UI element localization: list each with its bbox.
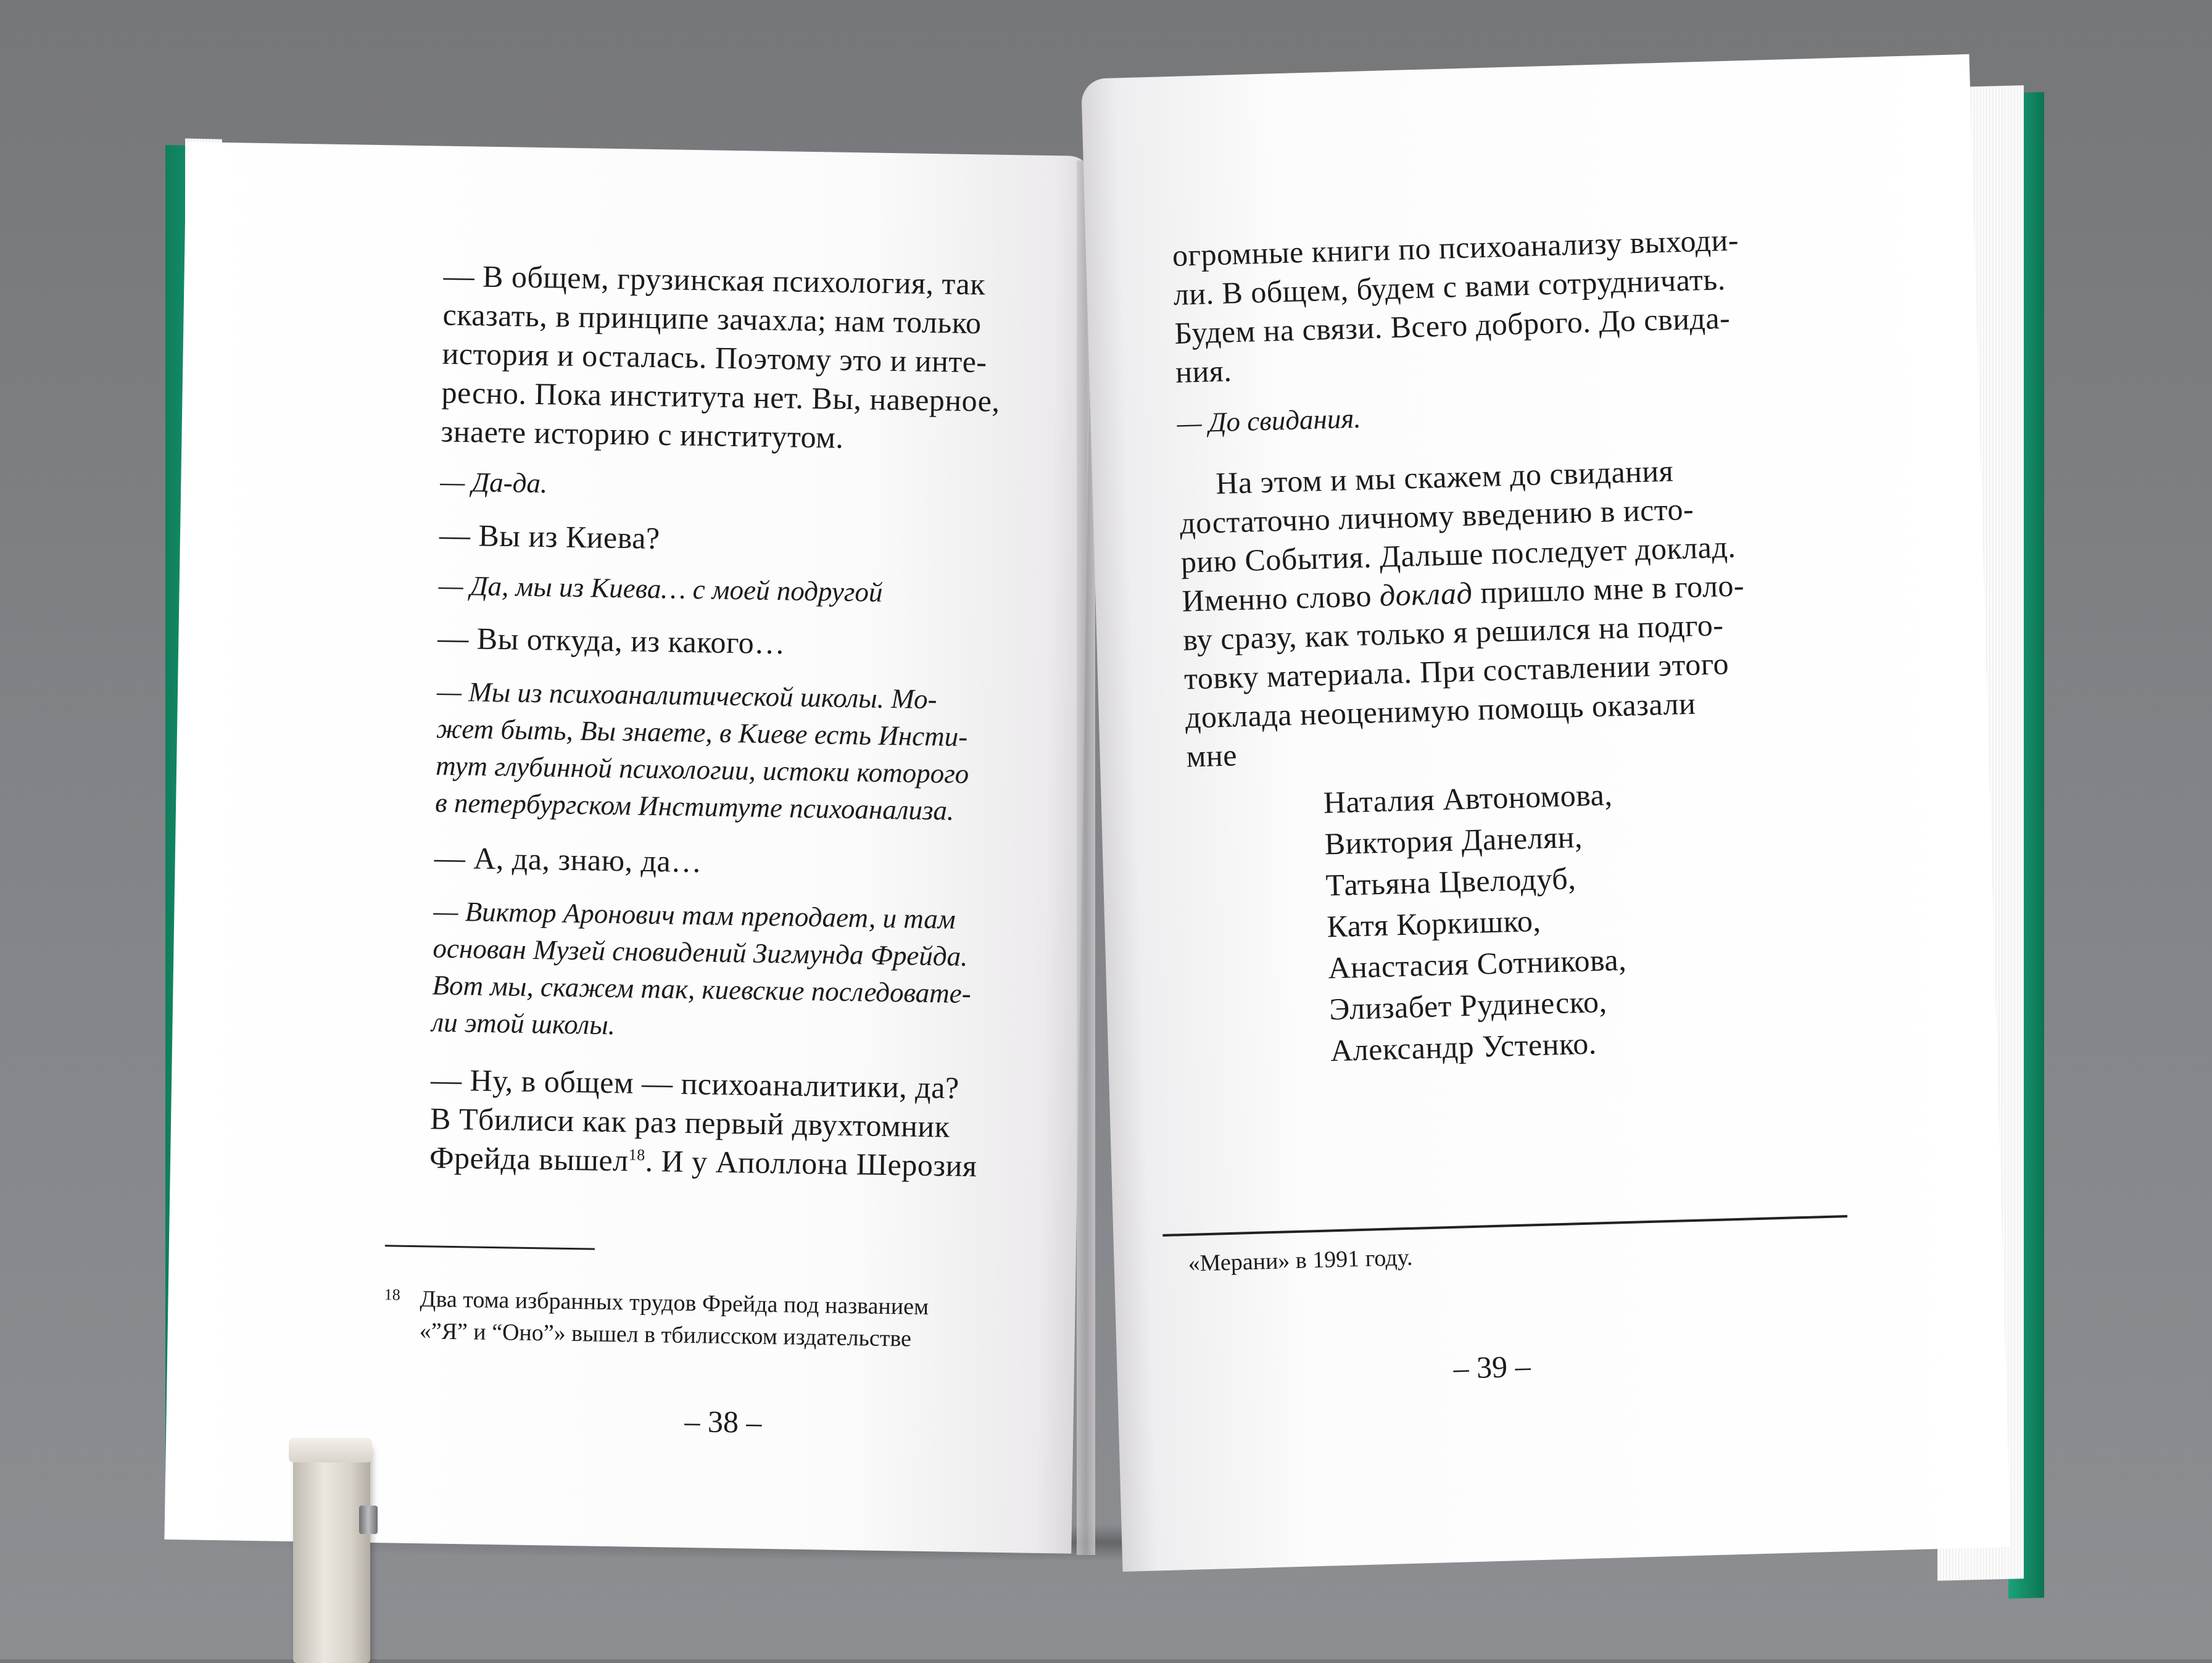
text-line: Будем на связи. Всего доброго. До свида-: [1174, 300, 1731, 350]
acknowledged-name: Элизабет Рудинеско,: [1328, 984, 1608, 1027]
footnote-rule: [1162, 1215, 1847, 1237]
acknowledged-name: Виктория Данелян,: [1323, 819, 1583, 861]
text-line: тут глубинной психологии, истоки которого: [435, 750, 969, 790]
text-run: Именно слово: [1181, 578, 1380, 618]
acknowledged-name: Татьяна Цвелодуб,: [1325, 861, 1576, 903]
acknowledged-name: Катя Коркишко,: [1326, 903, 1542, 944]
text-run: пришло мне в голо-: [1472, 568, 1745, 610]
text-line: основан Музей сновидений Зигмунда Фрейда.: [433, 932, 968, 973]
right-page: [1081, 54, 2011, 1572]
text-line: В Тбилиси как раз первый двухтомник: [429, 1101, 950, 1144]
text-line: На этом и мы скажем до свидания: [1215, 453, 1674, 501]
text-line: в петербургском Институте психоанализа.: [434, 787, 955, 826]
text-line: — Ну, в общем — психоаналитики, да?: [430, 1062, 960, 1105]
text-line: — А, да, знаю, да…: [434, 840, 703, 879]
text-line: достаточно личному введению в исто-: [1179, 491, 1694, 541]
text-line: — Да, мы из Киева… с моей подругой: [438, 570, 883, 608]
text-line: знаете историю с институтом.: [441, 413, 844, 455]
emphasis-word: доклад: [1379, 575, 1473, 613]
text-run: Фрейда вышел: [429, 1140, 629, 1178]
text-line: — В общем, грузинская психология, так: [443, 258, 986, 302]
acknowledged-name: Анастасия Сотникова,: [1327, 942, 1627, 985]
left-page: [164, 142, 1093, 1554]
text-line: — Мы из психоаналитической школы. Мо-: [436, 676, 937, 715]
footnote-line: «”Я” и “Оно”» вышел в тбилисском издательстве: [419, 1318, 912, 1352]
text-line: жет быть, Вы знаете, в Киеве есть Инсти-: [436, 713, 968, 753]
text-line: доклада неоценимую помощь оказали: [1185, 686, 1696, 735]
text-line: рию События. Дальше последует доклад.: [1180, 529, 1736, 579]
acknowledged-name: Наталия Автономова,: [1323, 777, 1613, 820]
acknowledged-name: Александр Устенко.: [1330, 1026, 1597, 1068]
page-number: – 39 –: [1452, 1348, 1531, 1385]
text-line: Вот мы, скажем так, киевские последовате-: [432, 969, 972, 1010]
text-line: огромные книги по психоанализу выходи-: [1172, 222, 1739, 273]
text-line: — Вы откуда, из какого…: [437, 620, 786, 661]
footnote-line: Два тома избранных трудов Фрейда под названием: [420, 1286, 929, 1321]
text-line: — До свидания.: [1176, 402, 1362, 439]
text-line: ли этой школы.: [431, 1006, 616, 1041]
text-line: [429, 1140, 977, 1184]
text-line: — Виктор Аронович там преподает, и там: [433, 895, 956, 935]
wooden-clip: [293, 1447, 370, 1663]
text-line: товку материала. При составлении этого: [1183, 646, 1729, 696]
text-line: ли. В общем, будем с вами сотрудничать.: [1173, 261, 1726, 312]
footnote-reference: 18: [628, 1145, 645, 1164]
footnote-line: «Мерани» в 1991 году.: [1188, 1244, 1413, 1277]
text-run: . И у Аполлона Шерозия: [645, 1143, 977, 1184]
footnote-number: 18: [384, 1285, 400, 1304]
text-line: сказать, в принципе зачахла; нам только: [442, 297, 982, 341]
text-line: — Да-да.: [440, 466, 548, 499]
text-line: ресно. Пока института нет. Вы, наверное,: [441, 375, 1000, 418]
text-line: — Вы из Киева?: [439, 517, 661, 556]
footnote-rule: [385, 1245, 595, 1250]
clip-spring: [359, 1506, 378, 1534]
page-number: – 38 –: [684, 1403, 762, 1440]
text-line: ния.: [1175, 353, 1233, 389]
text-line: мне: [1185, 737, 1238, 774]
text-line: ву сразу, как только я решился на подго-: [1182, 607, 1725, 657]
wooden-clip-top: [289, 1438, 372, 1462]
text-line: история и осталась. Поэтому это и инте-: [442, 336, 988, 379]
